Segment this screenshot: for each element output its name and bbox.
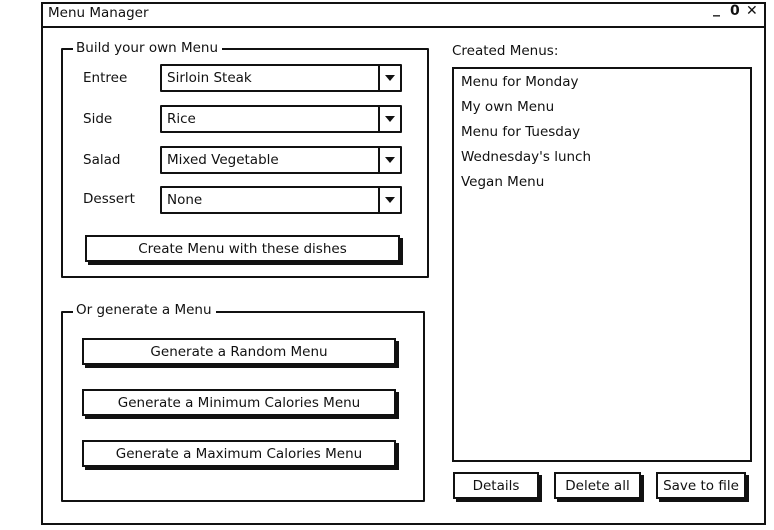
side-select[interactable]	[160, 105, 402, 133]
minimize-icon[interactable]: _	[713, 1, 720, 17]
save-to-file-button[interactable]: Save to file	[656, 472, 746, 499]
created-menus-label: Created Menus:	[452, 43, 559, 59]
create-menu-button[interactable]: Create Menu with these dishes	[85, 235, 400, 262]
chevron-down-icon[interactable]	[378, 148, 400, 172]
generate-menu-legend: Or generate a Menu	[73, 302, 216, 318]
generate-random-button[interactable]: Generate a Random Menu	[82, 338, 396, 365]
chevron-down-icon[interactable]	[378, 188, 400, 212]
entree-value: Sirloin Steak	[167, 70, 252, 86]
side-label: Side	[83, 111, 113, 127]
side-value: Rice	[167, 111, 196, 127]
chevron-down-icon[interactable]	[378, 107, 400, 131]
salad-select[interactable]	[160, 146, 402, 174]
delete-all-button[interactable]: Delete all	[554, 472, 641, 499]
generate-max-calories-button[interactable]: Generate a Maximum Calories Menu	[82, 440, 396, 467]
salad-value: Mixed Vegetable	[167, 152, 279, 168]
entree-label: Entree	[83, 70, 128, 86]
dessert-value: None	[167, 192, 203, 208]
salad-label: Salad	[83, 152, 121, 168]
title-bar	[41, 2, 766, 28]
list-item[interactable]: My own Menu	[461, 99, 555, 115]
chevron-down-icon[interactable]	[378, 66, 400, 90]
list-item[interactable]: Vegan Menu	[461, 174, 545, 190]
dessert-label: Dessert	[83, 191, 135, 207]
window-title: Menu Manager	[48, 5, 149, 21]
entree-select[interactable]	[160, 64, 402, 92]
dessert-select[interactable]	[160, 186, 402, 214]
maximize-icon[interactable]: 0	[730, 3, 740, 19]
details-button[interactable]: Details	[453, 472, 539, 499]
list-item[interactable]: Wednesday's lunch	[461, 149, 592, 165]
generate-min-calories-button[interactable]: Generate a Minimum Calories Menu	[82, 389, 396, 416]
build-menu-legend: Build your own Menu	[73, 40, 222, 56]
list-item[interactable]: Menu for Tuesday	[461, 124, 581, 140]
created-menus-list[interactable]	[452, 67, 752, 462]
close-icon[interactable]: ✕	[746, 3, 758, 19]
list-item[interactable]: Menu for Monday	[461, 74, 579, 90]
